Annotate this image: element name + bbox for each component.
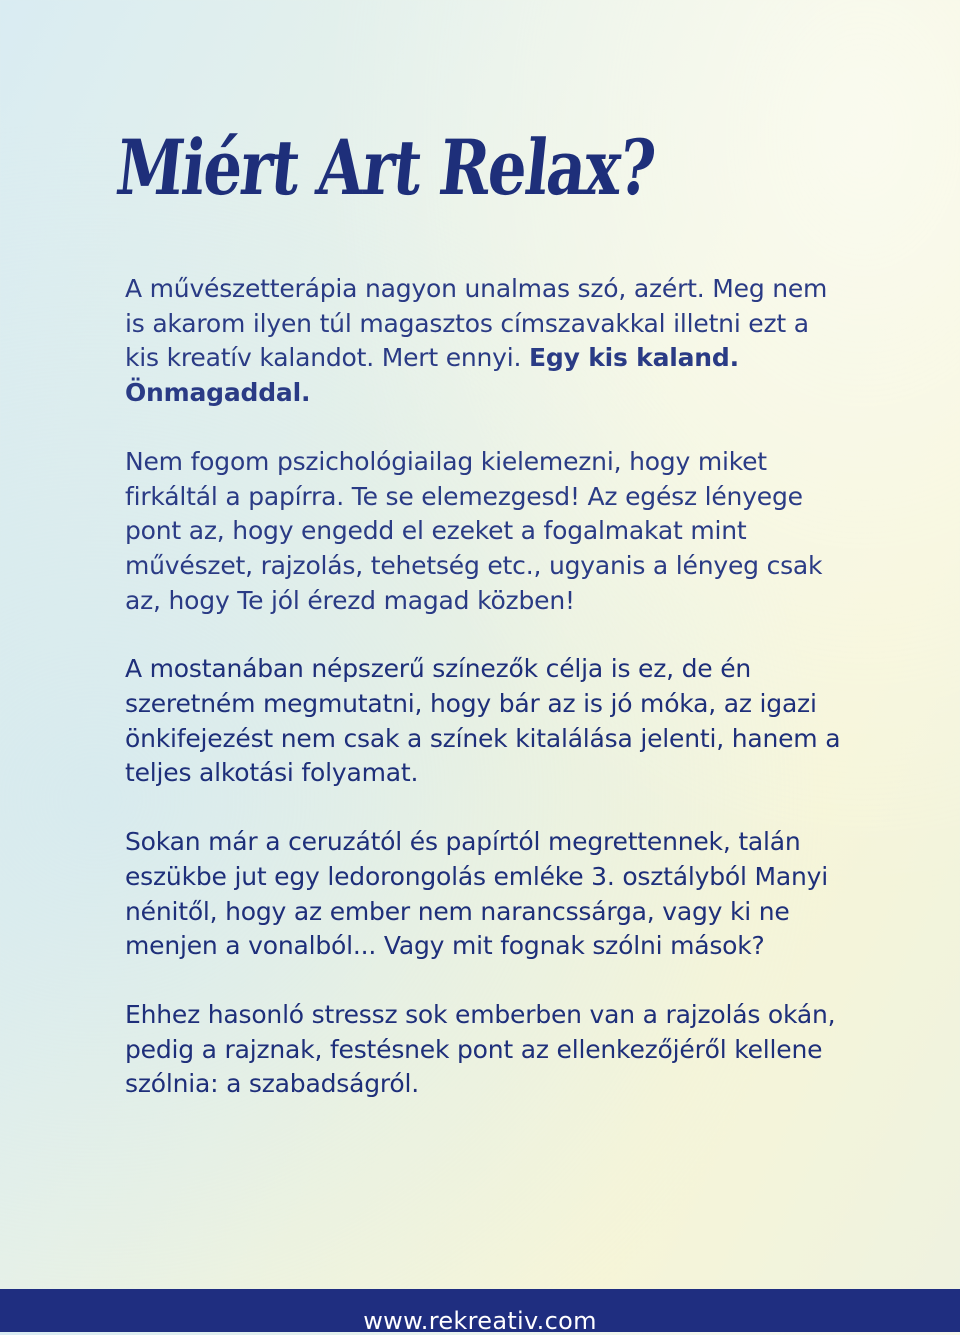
footer-bar (0, 1289, 960, 1335)
footer-url-link[interactable]: www.rekreativ.com (363, 1307, 597, 1335)
paragraph-intro (125, 272, 845, 411)
page-title: Miért Art Relax? (112, 123, 659, 212)
paragraph-4: Sokan már a ceruzától és papírtól megrettennek, talán eszükbe jut egy ledorongolás emléke 3. osztályból Manyi nénitől, hogy az ember nem narancssárga, vagy ki ne menjen a vonalból... Vagy mit fognak szólni mások? (125, 827, 828, 961)
body-text (125, 272, 845, 1136)
paragraph-intro-text: A művészetterápia nagyon unalmas szó, azért. Meg nem is akarom ilyen túl magasztos címszavakkal illetni ezt a kis kreatív kalandot. Mert ennyi. (125, 274, 828, 373)
paragraph-intro-emphasis: Egy kis kaland. Önmagaddal. (125, 343, 739, 408)
paragraph-3: A mostanában népszerű színezők célja is ez, de én szeretném megmutatni, hogy bár az is jó móka, az igazi önkifejezést nem csak a színek kitalálása jelenti, hanem a teljes alkotási folyamat. (125, 654, 841, 788)
paragraph-2: Nem fogom pszichológiailag kielemezni, hogy miket firkáltál a papírra. Te se elemezgesd! Az egész lényege pont az, hogy engedd el ezeket a fogalmakat mint művészet, rajzolás, tehetség etc., ugyanis a lényeg csak az, hogy Te jól érezd magad közben! (125, 446, 823, 615)
paragraph-5: Ehhez hasonló stressz sok emberben van a rajzolás okán, pedig a rajznak, festésnek pont az ellenkezőjéről kellene szólnia: a szabadságról. (125, 999, 836, 1099)
